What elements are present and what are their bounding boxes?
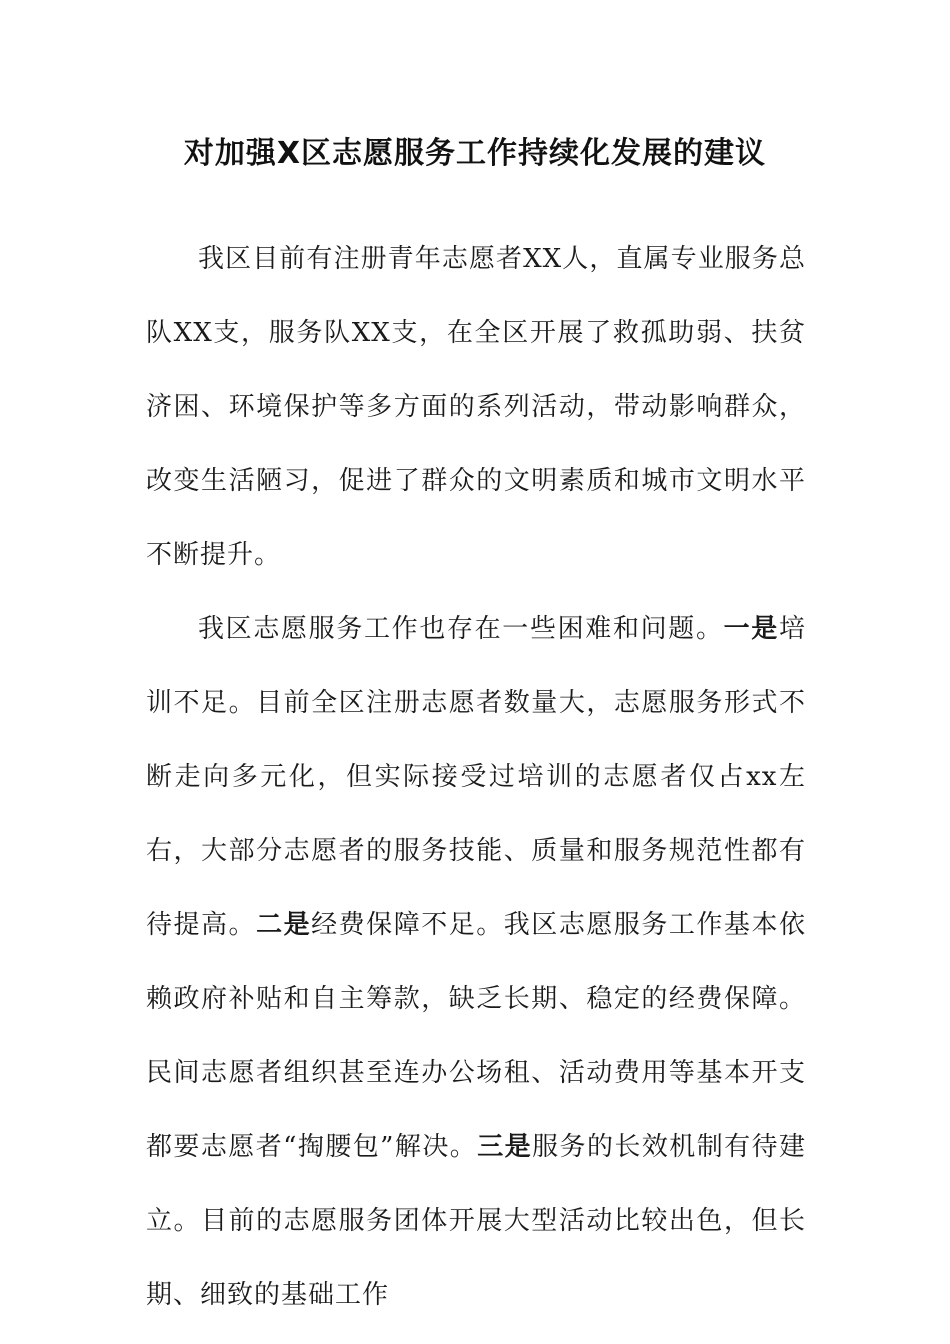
point-3-text: 服务的长效机制有待建立。目前的志愿服务团体开展大型活动比较出色，但长期、细致的基础工作 [146,1132,806,1310]
paragraph-overview: 我区目前有注册青年志愿者XX人，直属专业服务总队XX支，服务队XX支，在全区开展了救孤助弱、扶贫济困、环境保护等多方面的系列活动，带动影响群众，改变生活陋习，促进了群众的文明素质和城市文明水平不断提升。 [146,244,806,570]
point-3-label: 三是 [477,1132,533,1162]
document-body [146,222,806,1332]
document-title: 对加强X区志愿服务工作持续化发展的建议 [183,136,767,171]
problems-intro: 我区志愿服务工作也存在一些困难和问题。 [198,614,724,644]
point-2-text: 经费保障不足。我区志愿服务工作基本依赖政府补贴和自主筹款，缺乏长期、稳定的经费保障。民间志愿者组织甚至连办公场租、活动费用等基本开支都要志愿者“掏腰包”解决。 [146,910,806,1162]
point-2-label: 二是 [256,910,312,940]
paragraph-problems [146,592,806,1332]
point-1-text: 培训不足。目前全区注册志愿者数量大，志愿服务形式不断走向多元化，但实际接受过培训的志愿者仅占xx左右，大部分志愿者的服务技能、质量和服务规范性都有待提高。 [146,614,806,940]
point-1-label: 一是 [723,614,779,644]
